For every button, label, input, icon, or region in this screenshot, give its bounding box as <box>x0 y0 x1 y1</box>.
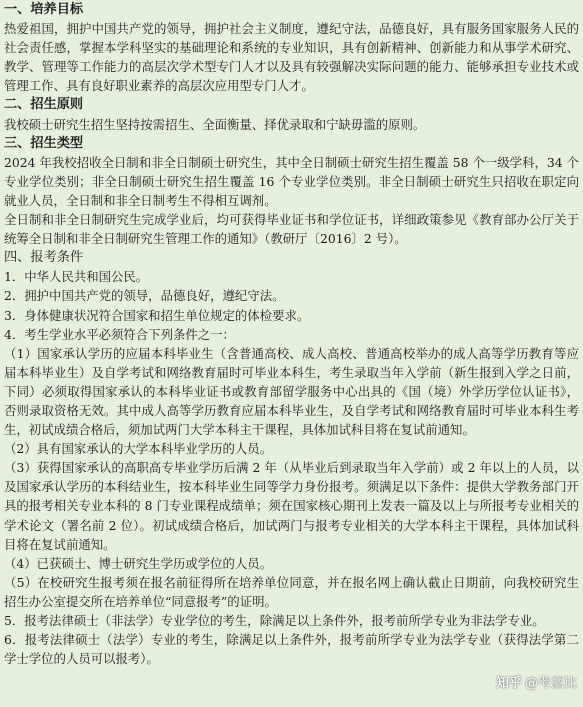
section-title-training-goals: 一、培养目标 <box>4 2 84 17</box>
eligibility-item-4-1: （1）国家承认学历的应届本科毕业生（含普通高校、成人高校、普通高校举办的成人高等学历教育等应届本科毕业生）及自学考试和网络教育届时可毕业本科生，考生录取当年入学前（新生报到入学之日前，下同）必须取得国家承认的本科毕业证书或教育部留学服务中心出具的《国（境）外学历学位认证书》，否则录取资格无效。其中成人高等学历教育应届本科毕业生，及自学考试和网络教育届时可毕业本科生考生，初试成绩合格后，须加试两门大学本科主干课程，具体加试科目将在复试前通知。 <box>4 345 579 438</box>
enrollment-types-text-2: 全日制和非全日制研究生完成学业后，均可获得毕业证书和学位证书，详细政策参见《教育部办公厅关于统筹全日制和非全日制研究生管理工作的通知》（教研厅〔2016〕2 号）。 <box>4 212 579 247</box>
section-title-enrollment-principles: 二、招生原则 <box>4 97 84 113</box>
watermark-author: @考兹比 <box>524 675 577 691</box>
enrollment-principles-text: 我校硕士研究生招生坚持按需招生、全面衡量、择优录取和宁缺毋滥的原则。 <box>4 116 426 132</box>
eligibility-item-6: 6．报考法律硕士（法学）专业的考生，除满足以上条件外，报考前所学专业为法学专业（获得法学第二学士学位的人员可以报考）。 <box>4 632 579 667</box>
eligibility-item-2: 2．拥护中国共产党的领导，品德良好，遵纪守法。 <box>4 288 285 304</box>
section-title-enrollment-types: 三、招生类型 <box>4 135 84 151</box>
watermark <box>496 674 577 693</box>
eligibility-item-4-4: （4）已获硕士、博士研究生学历或学位的人员。 <box>4 555 273 571</box>
eligibility-item-1: 1．中华人民共和国公民。 <box>4 269 149 285</box>
eligibility-item-4-2: （2）具有国家承认的大学本科毕业学历的人员。 <box>4 441 273 457</box>
section-title-eligibility: 四、报考条件 <box>4 250 84 266</box>
enrollment-types-text-1: 2024 年我校招收全日制和非全日制硕士研究生，其中全日制硕士研究生招生覆盖 58 个一级学科，34 个专业学位类别；非全日制硕士研究生招生覆盖 16 个专业学位类别。非全日制硕士研究生只招收在职定向就业人员，全日制和非全日制考生不得相互调剂。 <box>4 154 579 208</box>
eligibility-item-4: 4．考生学业水平必须符合下列条件之一： <box>4 326 235 342</box>
eligibility-item-4-3: （3）获得国家承认的高职高专毕业学历后满 2 年（从毕业后到录取当年入学前）或 2 年以上的人员，以及国家承认学历的本科结业生，按本科毕业生同等学力身份报考。须满足以下条件：提供大学教务部门开具的报考相关专业本科的 8 门专业课程成绩单；须在国家核心期刊上发表一篇及以上与所报考专业相关的学术论文（署名前 2 位）。初试成绩合格后，加试两门与报考专业相关的大学本科主干课程，具体加试科目将在复试前通知。 <box>4 460 579 552</box>
watermark-platform: 知乎 <box>495 675 522 691</box>
eligibility-item-3: 3．身体健康状况符合国家和招生单位规定的体检要求。 <box>4 307 310 323</box>
training-goals-text: 热爱祖国，拥护中国共产党的领导，拥护社会主义制度，遵纪守法，品德良好，具有服务国家服务人民的社会责任感，掌握本学科坚实的基础理论和系统的专业知识，具有创新精神、创新能力和从事学术研究、教学、管理等工作能力的高层次学术型专门人才以及具有较强解决实际问题的能力、能够承担专业技术或管理工作、具有良好职业素养的高层次应用型专门人才。 <box>4 21 579 94</box>
eligibility-item-5: 5．报考法律硕士（非法学）专业学位的考生，除满足以上条件外，报考前所学专业为非法学专业。 <box>4 613 545 628</box>
eligibility-item-4-5: （5）在校研究生报考须在报名前征得所在培养单位同意，并在报名网上确认截止日期前，向我校研究生招生办公室提交所在培养单位“同意报考”的证明。 <box>4 574 579 609</box>
